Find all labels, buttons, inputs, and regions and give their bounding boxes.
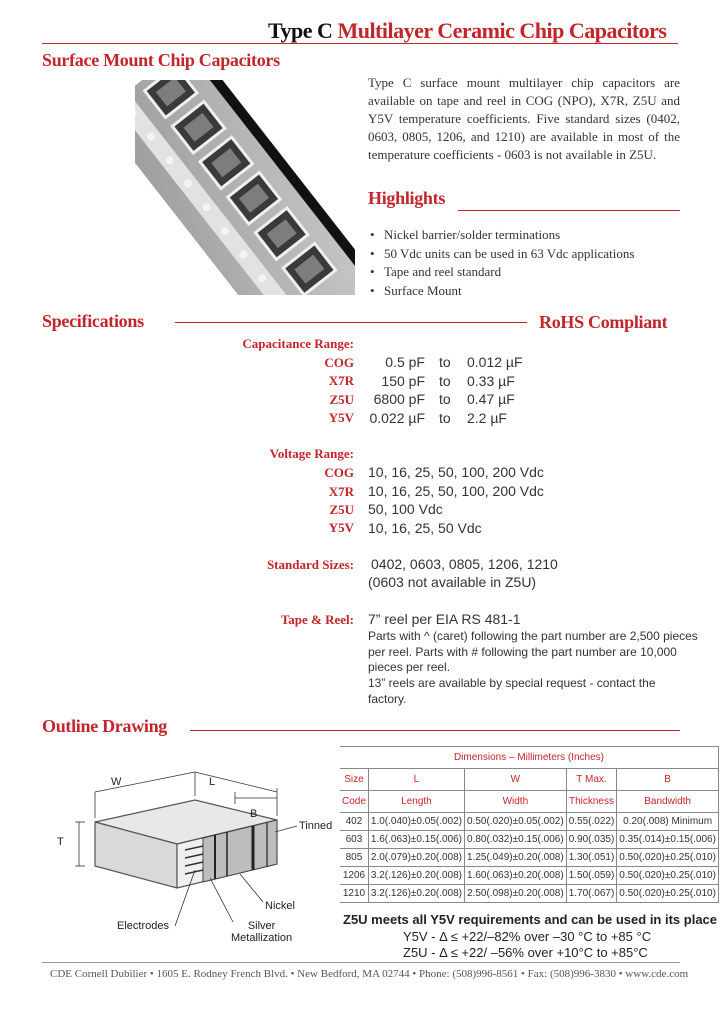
footer: CDE Cornell Dubilier • 1605 E. Rodney French Blvd. • New Bedford, MA 02744 • Phone: (508)996-8561 • Fax: (508)996-3830 • www.cde.com (50, 968, 689, 980)
label-silver-line1: Silver (247, 920, 276, 932)
cap-min: 0.5 pF (385, 354, 425, 370)
label-nickel: Nickel (265, 900, 295, 912)
tape-value: 7” reel per EIA RS 481-1 (368, 611, 521, 627)
table-caption: Dimensions – Millimeters (Inches) (340, 747, 718, 769)
th-size: Size (340, 769, 368, 791)
cap-code-y5v: Y5V (328, 410, 354, 425)
cell: 1.60(.063)±0.20(.008) (465, 867, 567, 885)
cell: 3.2(.126)±0.20(.008) (368, 867, 464, 885)
dim-w: W (111, 776, 122, 788)
cell: 402 (340, 813, 368, 831)
cell: 0.80(.032)±0.15(.006) (465, 831, 567, 849)
dim-b: B (250, 808, 258, 820)
th-length: Length (368, 791, 464, 813)
tape-note-1: Parts with ^ (caret) following the part number are 2,500 pieces per reel. Parts with # following the part number are 10,000 pieces per reel. (368, 629, 698, 674)
cell: 603 (340, 831, 368, 849)
th-l: L (368, 769, 464, 791)
cap-min: 0.022 µF (369, 410, 425, 426)
capacitance-label: Capacitance Range: (242, 336, 354, 351)
volt-value: 10, 16, 25, 50, 100, 200 Vdc (368, 483, 544, 499)
highlights-rule (458, 210, 680, 211)
table-row (340, 885, 718, 903)
highlights-title: Highlights (368, 188, 446, 208)
label-silver-line2: Metallization (231, 932, 293, 944)
specs-title: Specifications (42, 311, 144, 331)
tape-label: Tape & Reel: (280, 612, 354, 627)
highlight-item: • Nickel barrier/solder terminations (370, 226, 680, 245)
intro-paragraph: Type C surface mount multilayer chip capacitors are available on tape and reel in COG (NPO), X7R, Z5U and Y5V temperature coefficients. Five standard sizes (0402, 0603, 0805, 1206, and 1210) are available in most of the temperature coefficients - 0603 is not available in Z5U. (368, 75, 680, 162)
th-code: Code (340, 791, 368, 813)
label-electrodes: Electrodes (117, 920, 169, 932)
header-rule (42, 43, 678, 44)
dim-l: L (209, 776, 216, 788)
cap-code-x7r: X7R (328, 373, 354, 388)
z5u-note: Z5U meets all Y5V requirements and can be used in its place (343, 912, 718, 927)
cell: 1.0(.040)±0.05(.002) (368, 813, 464, 831)
label-silver (231, 920, 292, 944)
highlight-item: • Tape and reel standard (370, 263, 680, 282)
cap-min: 150 pF (381, 373, 425, 389)
rohs-label: RoHS Compliant (539, 312, 668, 332)
th-thickness: Thickness (566, 791, 617, 813)
volt-value: 50, 100 Vdc (368, 501, 443, 517)
cap-max: 0.33 µF (467, 373, 515, 389)
th-width: Width (465, 791, 567, 813)
intro-title: Surface Mount Chip Capacitors (42, 50, 280, 70)
outline-diagram (45, 762, 345, 962)
sizes-note: (0603 not available in Z5U) (368, 574, 537, 590)
cell: 1206 (340, 867, 368, 885)
cell: 0.35(.014)±0.15(.006) (617, 831, 719, 849)
outline-title: Outline Drawing (42, 716, 168, 736)
cell: 2.0(.079)±0.20(.008) (368, 849, 464, 867)
table-row (340, 831, 718, 849)
th-t: T Max. (566, 769, 617, 791)
dimensions-table (340, 746, 716, 903)
cell: 1210 (340, 885, 368, 903)
cell: 0.50(.020)±0.05(.002) (465, 813, 567, 831)
volt-code-z5u: Z5U (329, 502, 354, 517)
outline-rule (190, 730, 680, 731)
table-header-row (340, 791, 718, 813)
table-row (340, 813, 718, 831)
highlights-list (370, 226, 680, 300)
volt-code-x7r: X7R (328, 484, 354, 499)
volt-code-cog: COG (324, 465, 354, 480)
table-row (340, 867, 718, 885)
cap-code-z5u: Z5U (329, 392, 354, 407)
highlight-item: • 50 Vdc units can be used in 63 Vdc applications (370, 245, 680, 264)
label-tinned: Tinned (299, 820, 333, 832)
cell: 0.50(.020)±0.25(.010) (617, 867, 719, 885)
cell: 1.30(.051) (566, 849, 617, 867)
title-text: Multilayer Ceramic Chip Capacitors (337, 18, 667, 43)
cell: 0.20(.008) Minimum (617, 813, 719, 831)
cell: 2.50(.098)±0.20(.008) (465, 885, 567, 903)
type-label: Type C (268, 18, 333, 43)
cell: 3.2(.126)±0.20(.008) (368, 885, 464, 903)
z5u-range: Z5U - Δ ≤ +22/ –56% over +10°C to +85°C (403, 945, 648, 960)
highlight-item: • Surface Mount (370, 282, 680, 301)
cap-to: to (439, 391, 451, 407)
th-w: W (465, 769, 567, 791)
cell: 1.50(.059) (566, 867, 617, 885)
table-header-row (340, 769, 718, 791)
cap-code-cog: COG (324, 355, 354, 370)
table-row (340, 849, 718, 867)
sizes-label: Standard Sizes: (266, 557, 354, 572)
cell: 1.25(.049)±0.20(.008) (465, 849, 567, 867)
voltage-label: Voltage Range: (269, 446, 354, 461)
cell: 0.90(.035) (566, 831, 617, 849)
cell: 1.6(.063)±0.15(.006) (368, 831, 464, 849)
cap-max: 0.47 µF (467, 391, 515, 407)
cell: 0.55(.022) (566, 813, 617, 831)
y5v-range: Y5V - Δ ≤ +22/–82% over –30 °C to +85 °C (403, 929, 652, 944)
specs-rule (175, 322, 527, 323)
cap-to: to (439, 354, 451, 370)
volt-value: 10, 16, 25, 50 Vdc (368, 520, 482, 536)
footer-rule (42, 962, 680, 963)
cell: 0.50(.020)±0.25(.010) (617, 885, 719, 903)
cap-min: 6800 pF (373, 391, 425, 407)
cap-max: 2.2 µF (467, 410, 507, 426)
volt-value: 10, 16, 25, 50, 100, 200 Vdc (368, 464, 544, 480)
product-photo (135, 80, 355, 295)
th-b: B (617, 769, 719, 791)
cell: 0.50(.020)±0.25(.010) (617, 849, 719, 867)
page-title (268, 18, 666, 44)
cell: 805 (340, 849, 368, 867)
cell: 1.70(.067) (566, 885, 617, 903)
volt-code-y5v: Y5V (328, 520, 354, 535)
th-bandwidth: Bandwidth (617, 791, 719, 813)
cap-max: 0.012 µF (467, 354, 523, 370)
sizes-value: 0402, 0603, 0805, 1206, 1210 (371, 556, 558, 572)
cap-to: to (439, 373, 451, 389)
dim-t: T (57, 836, 64, 848)
tape-note-2: 13” reels are available by special request - contact the factory. (368, 676, 656, 706)
cap-to: to (439, 410, 451, 426)
